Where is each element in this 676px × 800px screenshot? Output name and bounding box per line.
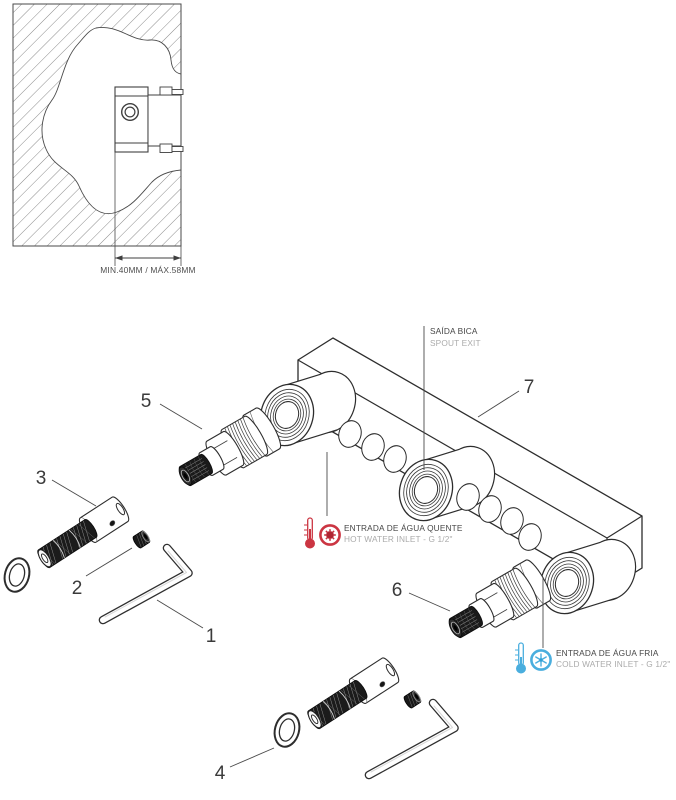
leader-line-4 (230, 748, 274, 767)
dimension-label: MIN.40MM / MÁX.58MM (100, 265, 196, 275)
cold-label-en: COLD WATER INLET - G 1/2" (556, 659, 671, 669)
cold-label-pt: ENTRADA DE ÁGUA FRIA (556, 648, 659, 658)
callout-7: 7 (523, 377, 535, 398)
hot-label-en: HOT WATER INLET - G 1/2" (344, 534, 453, 544)
callout-2: 2 (71, 578, 83, 599)
exploded-view (1, 326, 670, 784)
thermometer-hot-icon (304, 518, 315, 549)
callout-5: 5 (140, 391, 152, 412)
callout-6: 6 (391, 580, 403, 601)
hot-label-pt: ENTRADA DE ÁGUA QUENTE (344, 523, 463, 533)
thermometer-cold-icon (515, 643, 526, 674)
allen-key-cold (369, 703, 455, 775)
leader-line-1 (157, 600, 203, 628)
embedded-valve-body (115, 87, 183, 153)
washer-hot (1, 555, 33, 594)
heat-sun-ring-icon (320, 525, 339, 544)
spout-label-en: SPOUT EXIT (430, 338, 481, 348)
leader-line-6 (409, 593, 450, 611)
part-4-washer-cold (271, 710, 303, 749)
part-3-extension-spindle-hot (33, 495, 131, 573)
set-screw-cold (403, 690, 423, 709)
spout-label-pt: SAÍDA BICA (430, 326, 478, 336)
part-2-set-screw-hot (132, 530, 152, 549)
callout-1: 1 (205, 626, 217, 647)
extension-spindle-cold (303, 656, 401, 734)
callout-4: 4 (214, 763, 226, 784)
leader-line-3 (52, 480, 96, 506)
dimension-arrow-right (174, 255, 182, 260)
wall-section-diagram (13, 4, 196, 275)
part-1-allen-key-hot (103, 548, 189, 620)
leader-line-5 (160, 404, 202, 429)
dimension-arrow-left (115, 255, 123, 260)
snowflake-ring-icon (531, 650, 550, 669)
leader-line-7 (478, 391, 519, 417)
part-5-cartridge-hot (170, 405, 285, 498)
callout-3: 3 (35, 468, 47, 489)
leader-line-2 (86, 548, 132, 576)
part-6-cartridge-cold (440, 557, 555, 650)
